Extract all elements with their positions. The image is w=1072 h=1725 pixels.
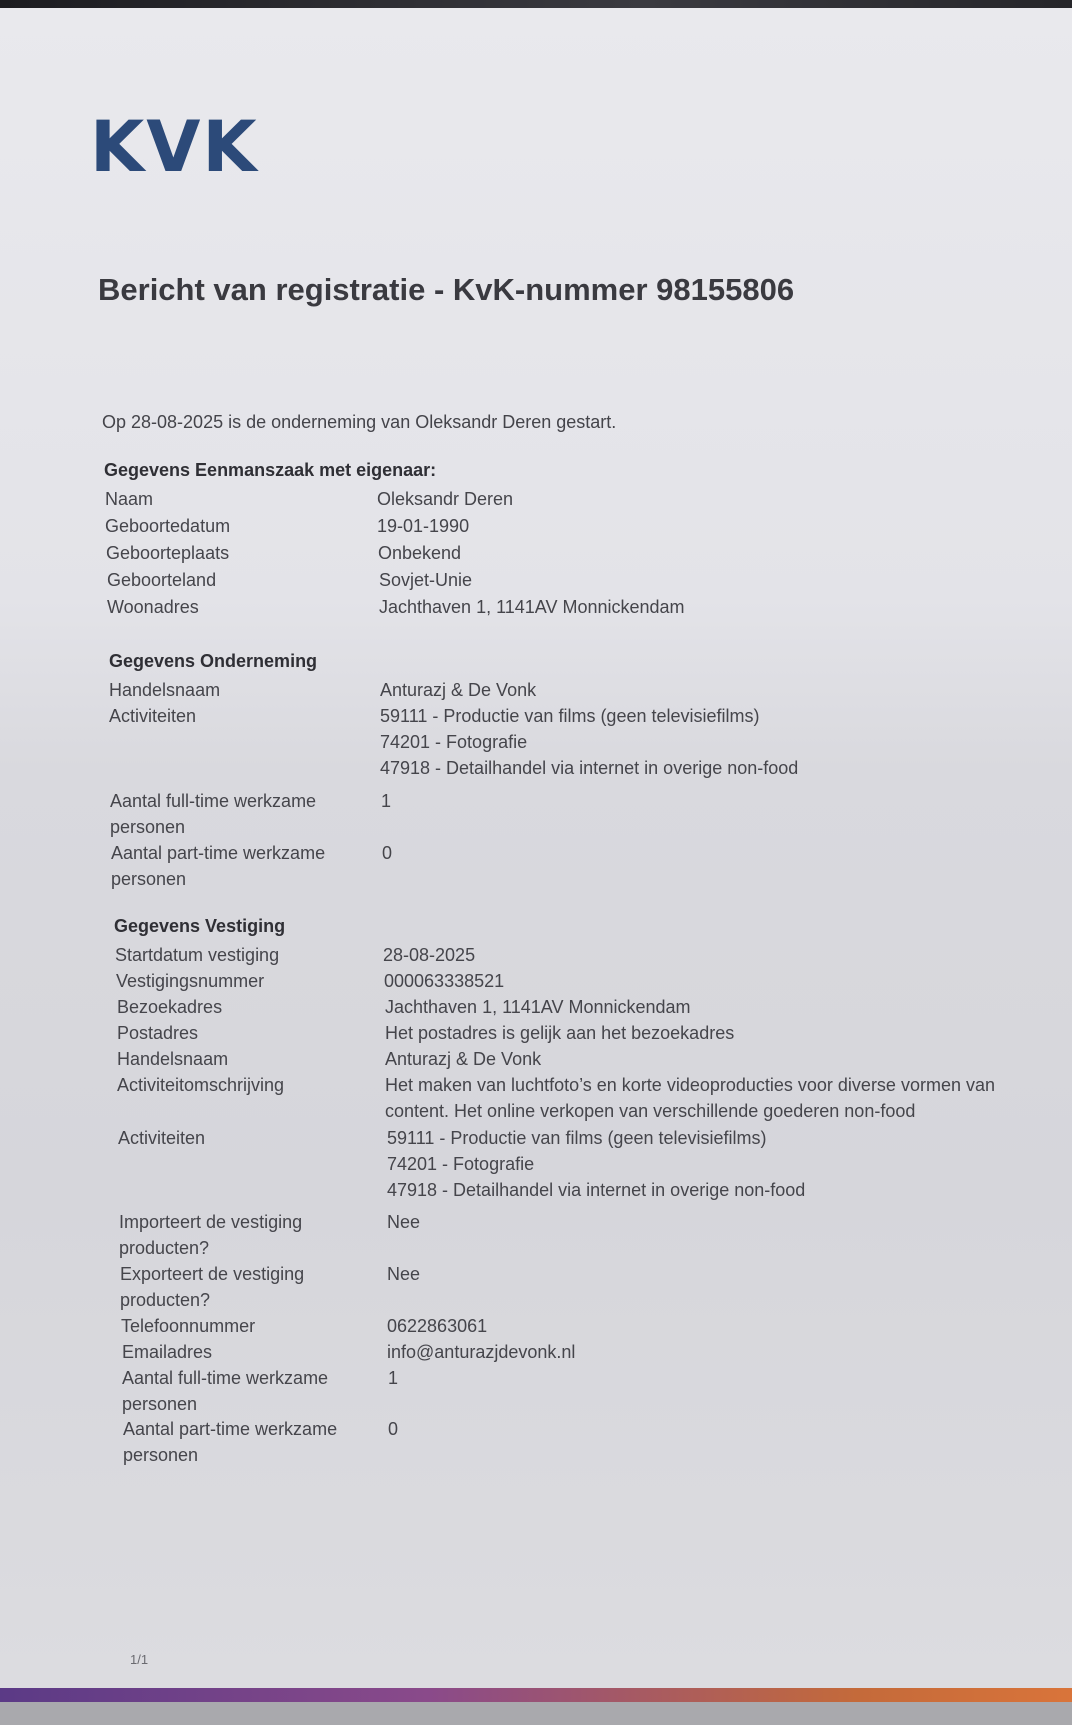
value: 1 <box>388 1368 399 1388</box>
value: 0 <box>388 1419 399 1439</box>
label: Aantal full-time werkzame personen <box>122 1368 329 1414</box>
document-page <box>0 8 1072 1698</box>
section-heading-vestiging: Gegevens Vestiging <box>114 916 286 936</box>
value: Jachthaven 1, 1141AV Monnickendam <box>385 997 691 1017</box>
value: Onbekend <box>378 543 462 563</box>
value: 0622863061 <box>387 1316 488 1336</box>
page-number: 1/1 <box>130 1652 149 1667</box>
label: Activiteitomschrijving <box>117 1075 285 1095</box>
label: Vestigingsnummer <box>116 971 265 991</box>
label: Activiteiten <box>109 706 197 726</box>
value: 19-01-1990 <box>377 516 470 536</box>
label: Aantal part-time werkzame personen <box>123 1419 338 1465</box>
description-line: content. Het online verkopen van verschillende goederen non-food <box>385 1101 916 1121</box>
value: Nee <box>387 1212 421 1232</box>
value: 1 <box>381 791 392 811</box>
value: Het postadres is gelijk aan het bezoekadres <box>385 1023 735 1043</box>
activity-item: 59111 - Productie van films (geen televisiefilms) <box>387 1128 767 1148</box>
intro-text: Op 28-08-2025 is de onderneming van Oleksandr Deren gestart. <box>102 412 617 432</box>
page-title: Bericht van registratie - KvK-nummer 98155806 <box>98 272 795 307</box>
section-heading-eigenaar: Gegevens Eenmanszaak met eigenaar: <box>104 460 437 480</box>
label: Geboorteplaats <box>106 543 230 563</box>
label: Postadres <box>117 1023 199 1043</box>
label: Aantal full-time werkzame personen <box>110 791 317 837</box>
label: Handelsnaam <box>117 1049 229 1069</box>
label: Handelsnaam <box>109 680 221 700</box>
label: Naam <box>105 489 154 509</box>
activity-item: 74201 - Fotografie <box>387 1154 535 1174</box>
label: Activiteiten <box>118 1128 206 1148</box>
activity-item: 47918 - Detailhandel via internet in overige non-food <box>387 1180 806 1200</box>
value: Anturazj & De Vonk <box>380 680 537 700</box>
value: 000063338521 <box>384 971 505 991</box>
value: 0 <box>382 843 393 863</box>
activity-item: 47918 - Detailhandel via internet in overige non-food <box>380 758 799 778</box>
label: Startdatum vestiging <box>115 945 280 965</box>
section-heading-onderneming: Gegevens Onderneming <box>109 651 318 671</box>
value: info@anturazjdevonk.nl <box>387 1342 576 1362</box>
description-line: Het maken van luchtfoto’s en korte videoproducties voor diverse vormen van <box>385 1075 995 1095</box>
value: Anturazj & De Vonk <box>385 1049 542 1069</box>
label: Exporteert de vestiging producten? <box>120 1264 305 1310</box>
activity-item: 59111 - Productie van films (geen televisiefilms) <box>380 706 760 726</box>
label: Aantal part-time werkzame personen <box>111 843 326 889</box>
value: Nee <box>387 1264 421 1284</box>
value: Jachthaven 1, 1141AV Monnickendam <box>379 597 685 617</box>
label: Geboorteland <box>107 570 217 590</box>
activity-item: 74201 - Fotografie <box>380 732 528 752</box>
label: Geboortedatum <box>105 516 231 536</box>
kvk-logo: KVK <box>90 106 259 188</box>
value: Oleksandr Deren <box>377 489 514 509</box>
background-floor <box>0 1702 1072 1725</box>
label: Woonadres <box>107 597 199 617</box>
value: Sovjet-Unie <box>379 570 473 590</box>
label: Bezoekadres <box>117 997 223 1017</box>
label: Telefoonnummer <box>121 1316 256 1336</box>
background-band <box>0 1688 1072 1702</box>
label: Emailadres <box>122 1342 213 1362</box>
value: 28-08-2025 <box>383 945 476 965</box>
label: Importeert de vestiging producten? <box>119 1212 303 1258</box>
